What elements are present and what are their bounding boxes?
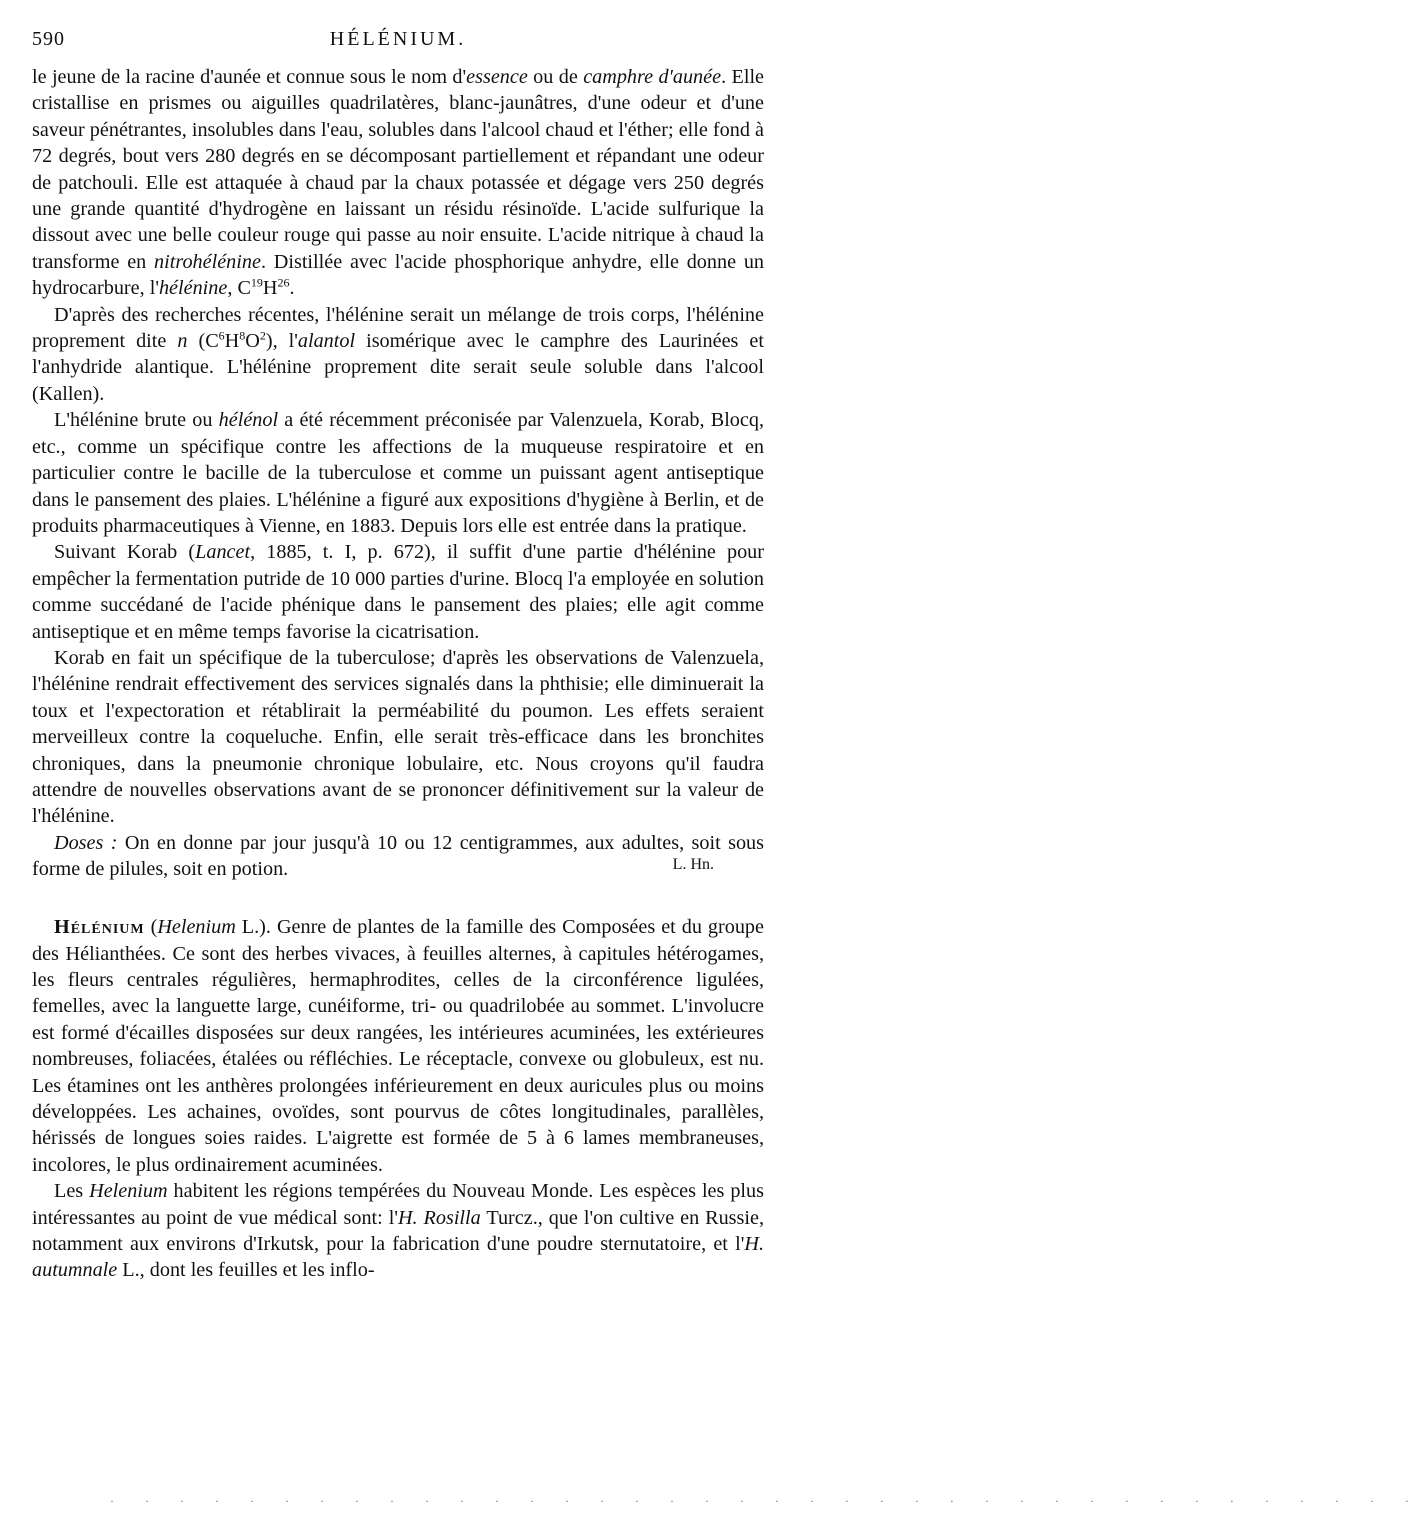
paragraph-helenium-genus xyxy=(32,914,764,1178)
italic-term: H. autumnale xyxy=(32,1233,764,1282)
italic-term: camphre d'aunée xyxy=(583,66,722,88)
text: Korab en fait un spécifique de la tuberculose; d'après les observations de Valenzuela, l'hélénine rendrait effectivement des services signalés dans la phthisie; elle diminuerait la toux et l'expectoration et rétablirait la perméabilité du poumon. Les effets seraient merveilleux contre la coqueluche. Enfin, elle serait très-efficace dans les bronchites chroniques, dans la pneumonie chronique lobulaire, etc. Nous croyons qu'il faudra attendre de nouvelles observations avant de se prononcer définitivement sur la valeur de l'hélénine. xyxy=(32,646,764,828)
italic-term: Lancet xyxy=(195,541,251,564)
paragraph-composition xyxy=(32,302,764,408)
paragraph-helenol xyxy=(32,407,764,539)
superscript: 19 xyxy=(250,275,263,290)
superscript: 26 xyxy=(277,275,290,290)
text: a été récemment préconisée par Valenzuela, Korab, Blocq, etc., comme un spécifique contre les affections de la muqueuse respiratoire et en particulier contre le bacille de la tuberculose et comme un puissant agent antiseptique dans le pansement des plaies. L'hélénine a figuré aux expositions d'hygiène à Berlin, et de produits pharmaceutiques à Vienne, en 1883. Depuis lors elle est entrée dans la pratique. xyxy=(32,409,764,537)
italic-term: essence xyxy=(466,66,528,88)
page xyxy=(32,28,764,1284)
superscript: 8 xyxy=(239,328,246,343)
paragraph-helenium-species xyxy=(32,1178,764,1284)
italic-term: n xyxy=(177,330,188,353)
paragraph-tuberculose xyxy=(32,645,764,830)
superscript: 6 xyxy=(218,328,225,343)
text: O xyxy=(245,330,260,353)
text: ( xyxy=(144,916,158,939)
text: D'après des recherches récentes, l'hélénine serait un mélange de trois corps, l'hélénine proprement dite xyxy=(32,303,764,353)
italic-term: Doses : xyxy=(54,831,118,854)
text: ou de xyxy=(527,66,584,88)
page-number: 590 xyxy=(32,28,65,50)
text: , C xyxy=(227,277,251,300)
text: le jeune de la racine d'aunée et connue sous le nom d' xyxy=(32,66,467,88)
text: L., dont les feuilles et les inflo- xyxy=(117,1259,375,1282)
italic-term: alantol xyxy=(297,330,356,353)
text: . Distillée avec l'acide phosphorique anhydre, elle donne un hydrocarbure, l' xyxy=(32,250,765,300)
text: ), l' xyxy=(265,330,298,353)
italic-term: Helenium xyxy=(89,1180,168,1203)
paragraph-essence xyxy=(32,64,764,302)
text: L.). Genre de plantes de la famille des Composées et du groupe des Hélianthées. Ce sont des herbes vivaces, à feuilles alternes, à capitules hétérogames, les fleurs centrales régulières, hermaphrodites, celles de la circonférence ligulées, femelles, avec la languette large, cunéiforme, tri- ou quadrilobée au sommet. L'involucre est formé d'écailles disposées sur deux rangées, les intérieures acuminées, les extérieures nombreuses, foliacées, étalées ou réfléchies. Le réceptacle, convexe ou globuleux, est nu. Les étamines ont les anthères prolongées inférieurement en deux auricules plus ou moins développées. Les achaines, ovoïdes, sont pourvus de côtes longitudinales, parallèles, hérissés de longues soies raides. L'aigrette est formée de 5 à 6 lames membraneuses, incolores, le plus ordinairement acuminées. xyxy=(32,916,764,1176)
text: L'hélénine brute ou xyxy=(54,409,219,432)
text: isomérique avec le camphre des Laurinées et l'anhydride alantique. L'hélénine proprement dite serait seule soluble dans l'alcool (Kallen). xyxy=(32,330,764,405)
italic-term: nitrohélénine xyxy=(154,250,261,273)
text: , 1885, t. I, p. 672), il suffit d'une partie d'hélénine pour empêcher la fermentation putride de 10 000 parties d'urine. Blocq l'a employée en solution comme succédané de l'acide phénique dans le pansement des plaies; elle agit comme antiseptique et en même temps favorise la cicatrisation. xyxy=(32,541,765,643)
text: . xyxy=(289,277,295,300)
italic-term: hélénine xyxy=(158,277,228,300)
text: . Elle cristallise en prismes ou aiguilles quadrilatères, blanc-jaunâtres, d'une odeur et d'une saveur pénétrantes, insolubles dans l'eau, solubles dans l'alcool chaud et l'éther; elle fond à 72 degrés, bout vers 280 degrés en se décomposant partiellement et répandant une odeur de patchouli. Elle est attaquée à chaud par la chaux potassée et dégage vers 250 degrés une grande quantité d'hydrogène en laissant un résidu résinoïde. L'acide sulfurique la dissout avec une belle couleur rouge qui passe au noir ensuite. L'acide nitrique à chaud la transforme en xyxy=(32,66,765,273)
page-header xyxy=(32,28,764,64)
text: (C xyxy=(187,330,219,353)
author-signature: L. Hn. xyxy=(672,856,714,874)
running-head: HÉLÉNIUM. xyxy=(329,28,467,50)
italic-term: hélénol xyxy=(218,409,279,432)
italic-term: Helenium xyxy=(157,916,236,939)
page-bottom-artifact: · · · · · · · · · · · · · · · · · · · · · · · · · · · · · · · · · · · · · · xyxy=(110,1494,1423,1508)
text: H xyxy=(224,330,240,353)
text: habitent les régions tempérées du Nouveau Monde. Les espèces les plus intéressantes au point de vue médical sont: l' xyxy=(32,1180,764,1229)
entry-headword: Hélénium xyxy=(54,916,145,939)
signature-line xyxy=(32,856,764,874)
text: Suivant Korab ( xyxy=(54,541,196,564)
text: On en donne par jour jusqu'à 10 ou 12 centigrammes, aux adultes, soit sous forme de pilules, soit en potion. xyxy=(32,831,764,881)
italic-term: H. Rosilla xyxy=(397,1206,481,1229)
text: Turcz., que l'on cultive en Russie, notamment aux environs d'Irkutsk, pour la fabrication d'une poudre sternutatoire, et l' xyxy=(32,1206,764,1256)
text: Les xyxy=(54,1180,90,1203)
paragraph-korab xyxy=(32,539,764,645)
superscript: 2 xyxy=(259,328,266,343)
text: H xyxy=(262,277,278,300)
